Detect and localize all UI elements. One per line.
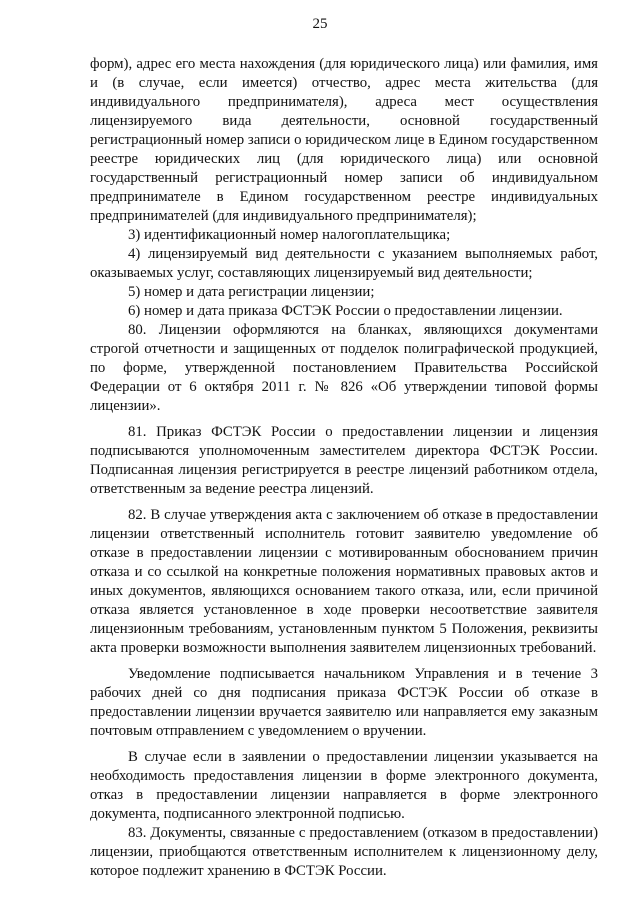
clause-82: 82. В случае утверждения акта с заключением об отказе в предоставлении лицензии ответственный исполнитель готовит заявителю уведомление об отказе в предоставлении лицензии с мотивированным обоснованием причин отказа и со ссылкой на конкретные положения нормативных правовых актов и иных документов, являющихся основанием такого отказа, или, если причиной отказа является установленное в ходе проверки несоответствие заявителя лицензионным требованиям, установленным пунктом 5 Положения, реквизиты акта проверки возможности выполнения заявителем лицензионных требований. [90,507,598,656]
clause-81: 81. Приказ ФСТЭК России о предоставлении лицензии и лицензия подписываются уполномоченным заместителем директора ФСТЭК России. Подписанная лицензия регистрируется в реестре лицензий работником отдела, ответственным за ведение реестра лицензий. [90,424,598,497]
list-item-4: 4) лицензируемый вид деятельности с указанием выполняемых работ, оказываемых услуг, составляющих лицензируемый вид деятельности; [90,246,598,281]
list-item-5: 5) номер и дата регистрации лицензии; [128,284,375,300]
clause-80: 80. Лицензии оформляются на бланках, являющихся документами строгой отчетности и защищенных от подделок полиграфической продукцией, по форме, утвержденной постановлением Правительства Российской Федерации от 6 октября 2011 г. № 826 «Об утверждении типовой формы лицензии». [90,322,598,414]
list-item-6: 6) номер и дата приказа ФСТЭК России о предоставлении лицензии. [128,303,563,319]
paragraph-continuation: форм), адрес его места нахождения (для юридического лица) или фамилия, имя и (в случае, если имеется) отчество, адрес места жительства (для индивидуального предпринимателя), адреса мест осуществления лицензируемого вида деятельности, основной государственный регистрационный номер записи о юридическом лице в Едином государственном реестре юридических лиц (для юридического лица) или основной государственный регистрационный номер записи об индивидуальном предпринимателе в Едином государственном реестре индивидуальных предпринимателей (для индивидуального предпринимателя); [90,56,598,224]
clause-83: 83. Документы, связанные с предоставлением (отказом в предоставлении) лицензии, приобщаются ответственным исполнителем к лицензионному делу, которое подлежит хранению в ФСТЭК России. [90,825,598,879]
document-body [90,55,598,881]
paragraph-notification: Уведомление подписывается начальником Управления и в течение 3 рабочих дней со дня подписания приказа ФСТЭК России об отказе в предоставлении лицензии вручается заявителю или направляется ему заказным почтовым отправлением с уведомлением о вручении. [90,666,598,739]
page-number: 25 [312,16,328,32]
list-item-3: 3) идентификационный номер налогоплательщика; [128,227,451,243]
paragraph-electronic-document: В случае если в заявлении о предоставлении лицензии указывается на необходимость предоставления лицензии в форме электронного документа, отказ в предоставлении лицензии направляется в форме электронного документа, подписанного электронной подписью. [90,749,598,822]
